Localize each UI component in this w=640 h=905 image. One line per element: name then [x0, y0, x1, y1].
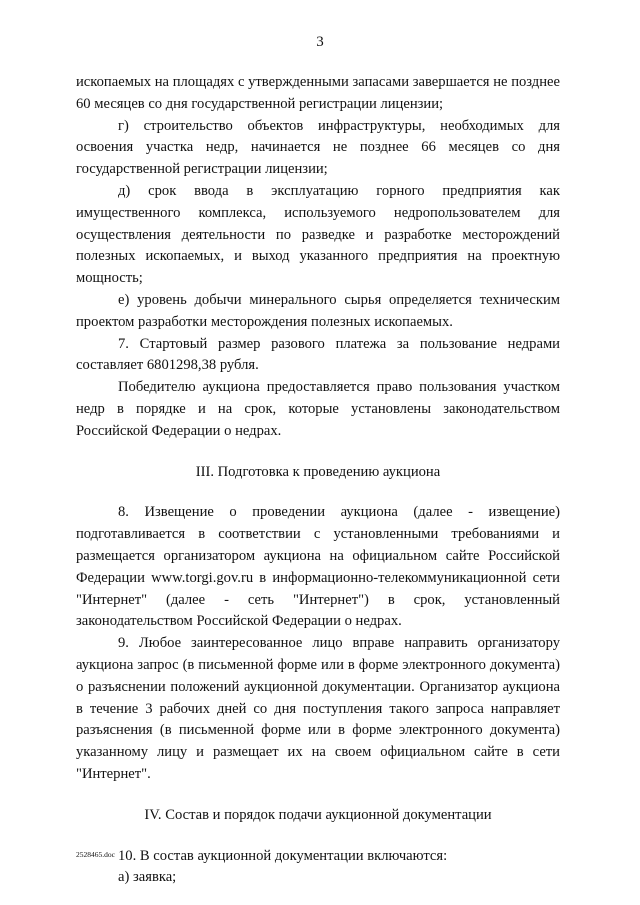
- paragraph-8: 8. Извещение о проведении аукциона (далее - извещение) подготавливается в соответствии с установленными требованиями и размещается организатором аукциона на официальном сайте Российской Федерации www.torgi.gov.ru в информационно-телекоммуникационной сети "Интернет" (далее - сеть "Интернет") в срок, установленный законодательством Российской Федерации о недрах.: [76, 504, 560, 630]
- paragraph-winner-right: Победителю аукциона предоставляется право пользования участком недр в порядке и на срок, которые установлены законодательством Российской Федерации о недрах.: [76, 379, 560, 439]
- paragraph-10: 10. В состав аукционной документации включаются:: [118, 847, 448, 864]
- paragraph-item-d: д) срок ввода в эксплуатацию горного предприятия как имущественного комплекса, используемого недропользователем для осуществления деятельности по разведке и разработке месторождений полезных ископаемых, и выход указанного предприятия на проектную мощность;: [76, 182, 560, 287]
- paragraph-7: 7. Стартовый размер разового платежа за пользование недрами составляет 6801298,38 рубля.: [76, 335, 560, 374]
- paragraph-item-a: а) заявка;: [118, 869, 177, 886]
- paragraph-9: 9. Любое заинтересованное лицо вправе направить организатору аукциона запрос (в письменной форме или в форме электронного документа) о разъяснении положений аукционной документации. Организатор аукциона в течение 3 рабочих дней со дня поступления такого запроса направляет разъяснения (в письменной форме или в форме электронного документа) указанному лицу и размещает их на своем официальном сайте в сети "Интернет".: [76, 635, 560, 782]
- document-footer-filename: 2528465.doc: [76, 850, 115, 859]
- paragraph-item-e: е) уровень добычи минерального сырья определяется техническим проектом разработки месторождения полезных ископаемых.: [76, 291, 560, 330]
- page-number: 3: [316, 34, 324, 50]
- paragraph-continuation: ископаемых на площадях с утвержденными запасами завершается не позднее 60 месяцев со дня государственной регистрации лицензии;: [76, 74, 560, 112]
- document-body: [76, 72, 560, 889]
- section-4-heading: IV. Состав и порядок подачи аукционной документации: [144, 806, 492, 823]
- section-3-heading: III. Подготовка к проведению аукциона: [195, 463, 441, 480]
- paragraph-item-g: г) строительство объектов инфраструктуры, необходимых для освоения участка недр, начинается не позднее 66 месяцев со дня государственной регистрации лицензии;: [76, 117, 560, 178]
